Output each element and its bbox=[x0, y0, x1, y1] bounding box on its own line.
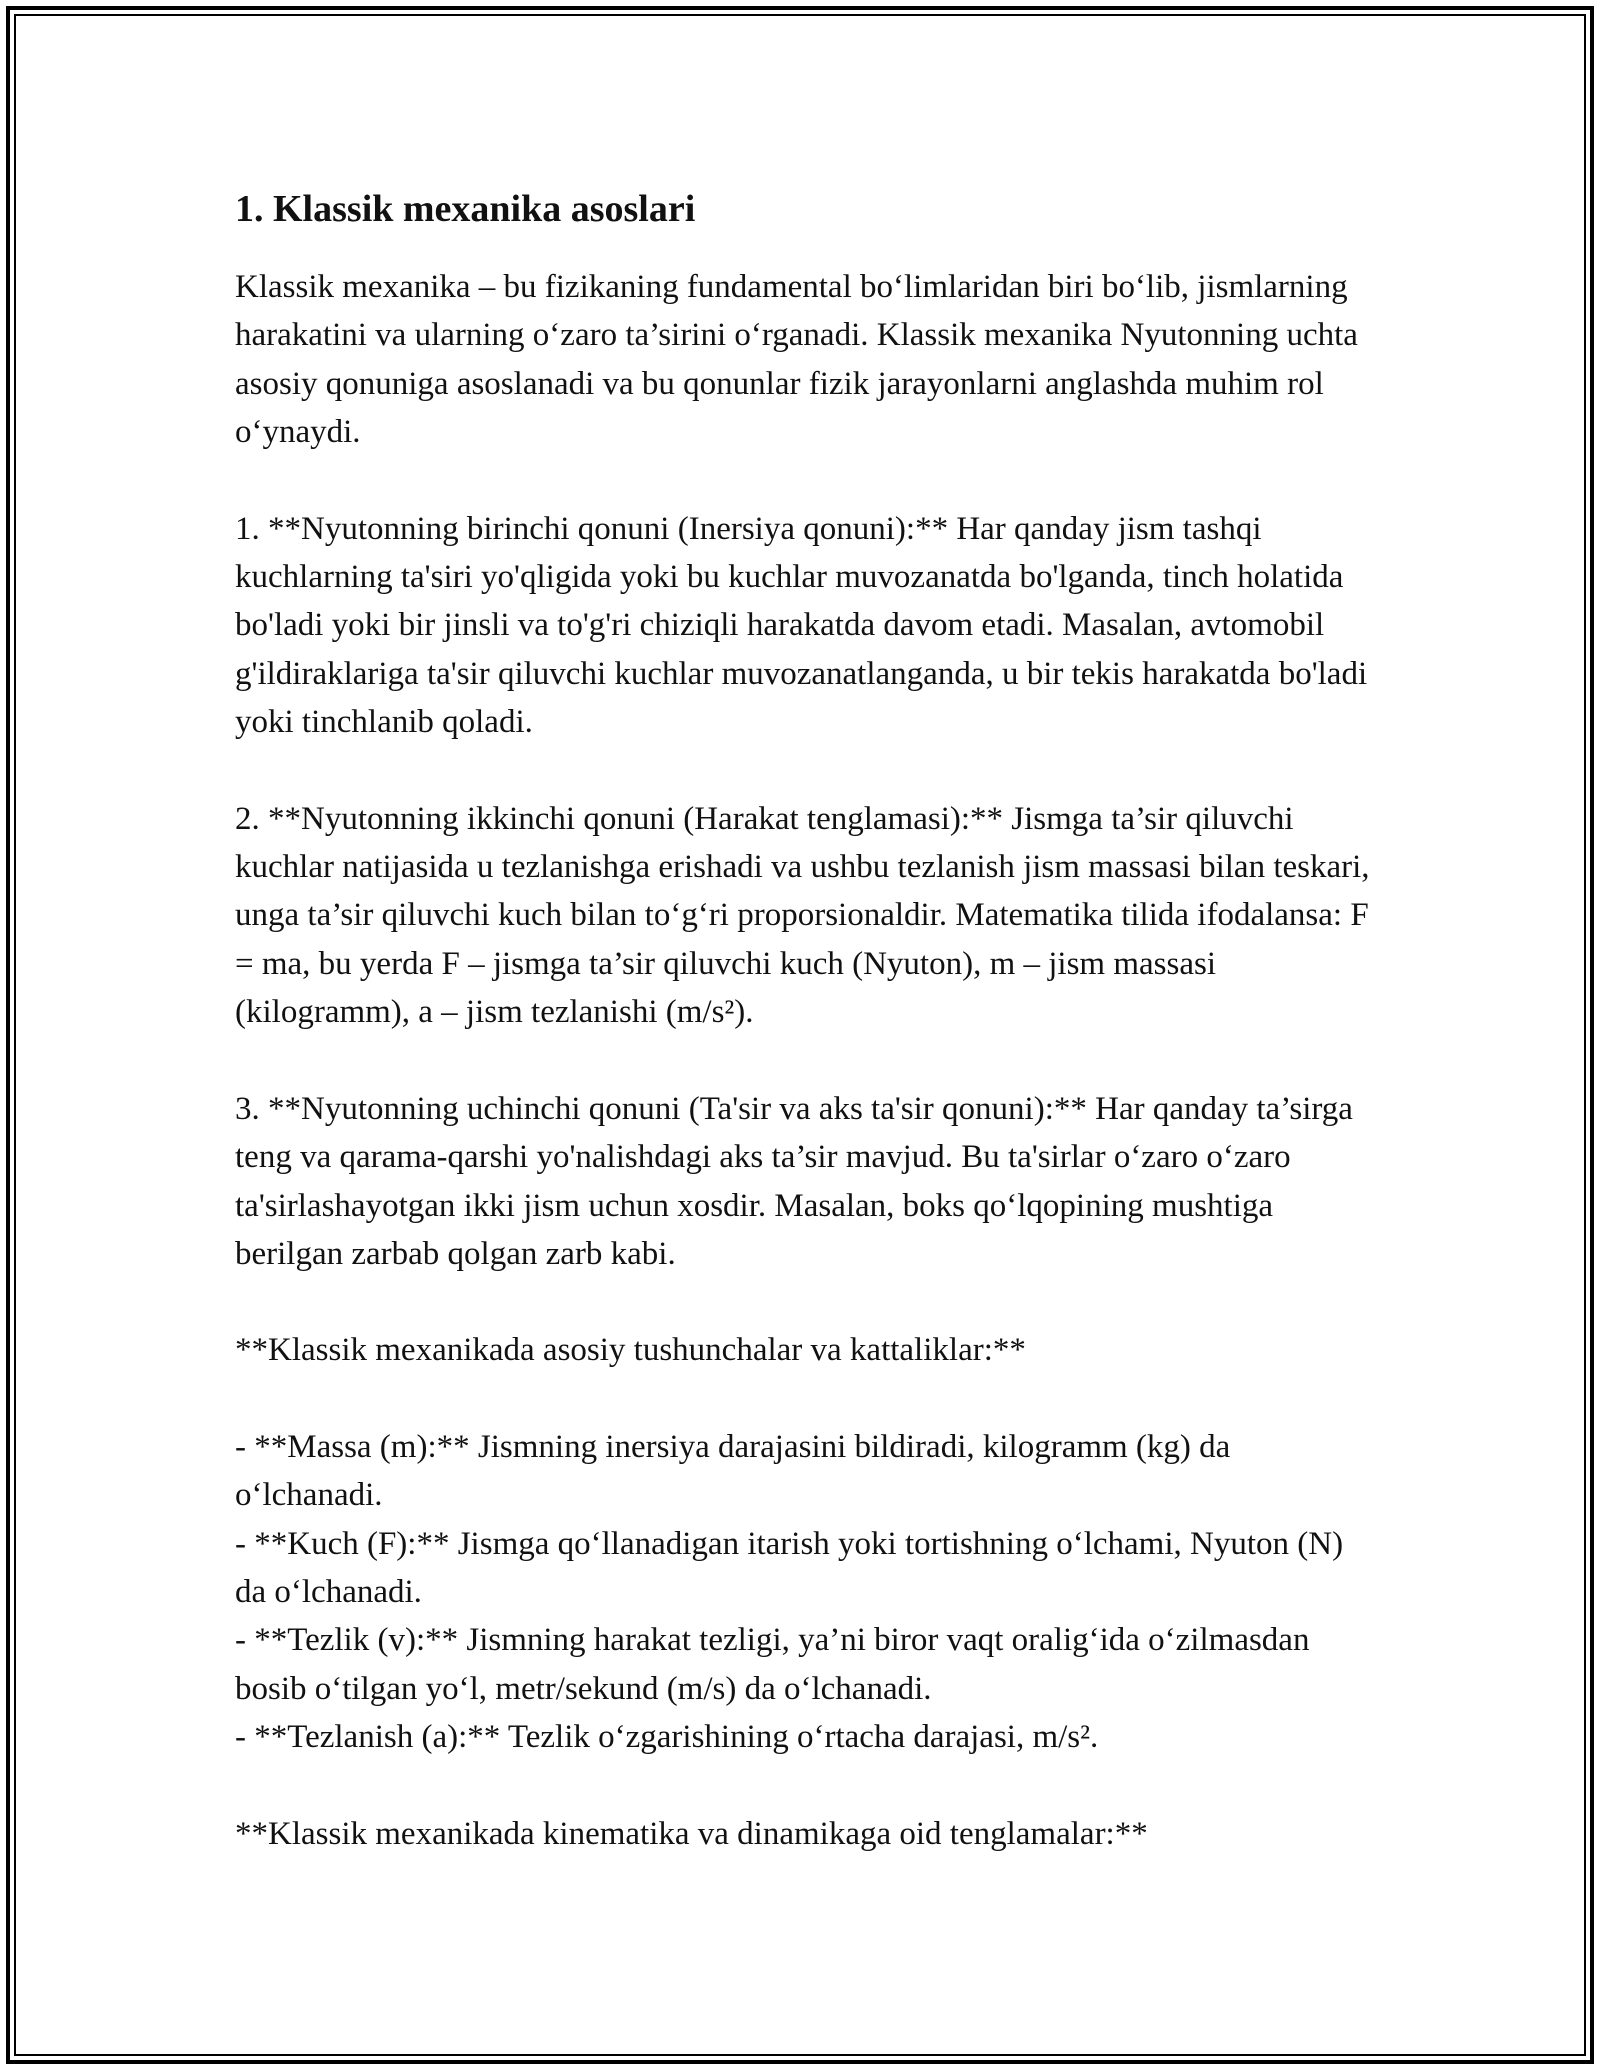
list-item: - **Kuch (F):** Jismga qo‘llanadigan itarish yoki tortishning o‘lchami, Nyuton (N) da o‘lchanadi. bbox=[235, 1525, 1344, 1610]
newton-second-law-paragraph: 2. **Nyutonning ikkinchi qonuni (Harakat tenglamasi):** Jismga ta’sir qiluvchi kuchlar natijasida u tezlanishga erishadi va ushbu tezlanish jism massasi bilan teskari, unga ta’sir qiluvchi kuch bilan to‘g‘ri proporsionaldir. Matematika tilida ifodalansa: F = ma, bu yerda F – jismga ta’sir qiluvchi kuch (Nyuton), m – jism massasi (kilogramm), a – jism tezlanishi (m/s²). bbox=[235, 800, 1378, 1031]
concepts-list bbox=[235, 1423, 1375, 1762]
newton-first-law-paragraph: 1. **Nyutonning birinchi qonuni (Inersiya qonuni):** Har qanday jism tashqi kuchlarning ta'siri yo'qligida yoki bu kuchlar muvozanatda bo'lganda, tinch holatida bo'ladi yoki bir jinsli va to'g'ri chiziqli harakatda davom etadi. Masalan, avtomobil g'ildiraklariga ta'sir qiluvchi kuchlar muvozanatlanganda, u bir tekis harakatda bo'ladi yoki tinchlanib qoladi. bbox=[235, 510, 1376, 741]
concepts-heading: **Klassik mexanikada asosiy tushunchalar va kattaliklar:** bbox=[235, 1332, 1026, 1369]
newton-third-law-paragraph: 3. **Nyutonning uchinchi qonuni (Ta'sir va aks ta'sir qonuni):** Har qanday ta’sirga teng va qarama-qarshi yo'nalishdagi aks ta’sir mavjud. Bu ta'sirlar o‘zaro o‘zaro ta'sirlashayotgan ikki jism uchun xosdir. Masalan, boks qo‘lqopining mushtiga berilgan zarbab qolgan zarb kabi. bbox=[235, 1090, 1362, 1272]
list-item: - **Tezlik (v):** Jismning harakat tezligi, ya’ni biror vaqt oralig‘ida o‘zilmasdan bosib o‘tilgan yo‘l, metr/sekund (m/s) da o‘lchanadi. bbox=[235, 1622, 1310, 1707]
list-item: - **Tezlanish (a):** Tezlik o‘zgarishining o‘rtacha darajasi, m/s². bbox=[235, 1719, 1099, 1756]
document-title: 1. Klassik mexanika asoslari bbox=[235, 188, 696, 230]
document-page bbox=[235, 185, 1378, 1906]
list-item: - **Massa (m):** Jismning inersiya darajasini bildiradi, kilogramm (kg) da o‘lchanadi. bbox=[235, 1428, 1231, 1514]
intro-paragraph: Klassik mexanika – bu fizikaning fundamental bo‘limlaridan biri bo‘lib, jismlarning harakatini va ularning o‘zaro ta’sirini o‘rganadi. Klassik mexanika Nyutonning uchta asosiy qonuniga asoslanadi va bu qonunlar fizik jarayonlarni anglashda muhim rol o‘ynaydi. bbox=[235, 269, 1367, 451]
equations-heading: **Klassik mexanikada kinematika va dinamikaga oid tenglamalar:** bbox=[235, 1815, 1148, 1852]
